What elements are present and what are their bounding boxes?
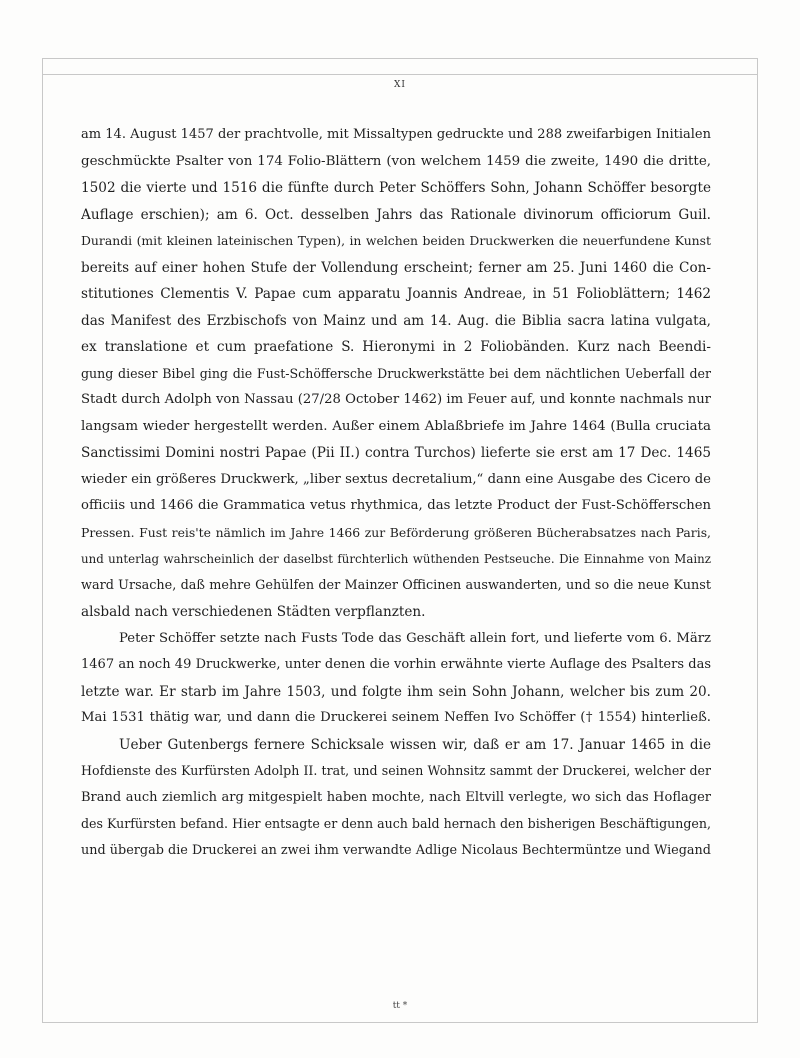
text-line: langsam wieder hergestellt werden. Außer einem Ablaßbriefe im Jahre 1464 (Bulla cruciata	[81, 418, 711, 434]
text-line: alsbald nach verschiedenen Städten verpflanzten.	[81, 604, 426, 620]
text-line: Peter Schöffer setzte nach Fusts Tode das Geschäft allein fort, und lieferte vom 6. März	[119, 630, 711, 646]
text-line: wieder ein größeres Druckwerk, „liber sextus decretalium,“ dann eine Ausgabe des Cicero de	[81, 471, 711, 487]
page-number: XI	[394, 80, 406, 90]
crop-line-bottom	[42, 1022, 758, 1023]
text-line: das Manifest des Erzbischofs von Mainz und am 14. Aug. die Biblia sacra latina vulgata,	[81, 312, 711, 329]
text-line: Ueber Gutenbergs fernere Schicksale wissen wir, daß er am 17. Januar 1465 in die	[119, 736, 711, 753]
text-line: Brand auch ziemlich arg mitgespielt haben mochte, nach Eltvill verlegte, wo sich das Hoflager	[81, 789, 711, 805]
crop-line-top-inner	[42, 74, 758, 75]
text-line: Sanctissimi Domini nostri Papae (Pii II.) contra Turchos) lieferte sie erst am 17 Dec. 1465	[81, 445, 711, 461]
text-line: 1467 an noch 49 Druckwerke, unter denen die vorhin erwähnte vierte Auflage des Psalters das	[81, 657, 711, 672]
text-line: gung dieser Bibel ging die Fust-Schöffersche Druckwerkstätte bei dem nächtlichen Ueberfall der	[81, 365, 711, 381]
crop-line-left	[42, 58, 43, 1023]
text-line: officiis und 1466 die Grammatica vetus rhythmica, das letzte Product der Fust-Schöfferschen	[81, 498, 711, 513]
text-line: letzte war. Er starb im Jahre 1503, und folgte ihm sein Sohn Johann, welcher bis zum 20.	[81, 683, 711, 700]
text-line: Mai 1531 thätig war, und dann die Druckerei seinem Neffen Ivo Schöffer († 1554) hinterließ.	[81, 710, 711, 725]
text-line: des Kurfürsten befand. Hier entsagte er denn auch bald hernach den bisherigen Beschäftigungen,	[81, 816, 711, 831]
text-line: ex translatione et cum praefatione S. Hieronymi in 2 Foliobänden. Kurz nach Beendi-	[81, 339, 711, 355]
text-line: Auflage erschien); am 6. Oct. desselben Jahrs das Rationale divinorum officiorum Guil.	[81, 206, 711, 223]
signature-mark: tt *	[392, 1001, 408, 1011]
text-line: ward Ursache, daß mehre Gehülfen der Mainzer Officinen auswanderten, und so die neue Kunst	[81, 577, 711, 593]
text-line: 1502 die vierte und 1516 die fünfte durch Peter Schöffers Sohn, Johann Schöffer besorgte	[81, 180, 711, 196]
text-line: stitutiones Clementis V. Papae cum apparatu Joannis Andreae, in 51 Folioblättern; 1462	[81, 286, 711, 302]
text-line: Durandi (mit kleinen lateinischen Typen), in welchen beiden Druckwerken die neuerfundene Kunst	[81, 233, 711, 248]
text-line: und unterlag wahrscheinlich der daselbst fürchterlich wüthenden Pestseuche. Die Einnahme von Mainz	[81, 552, 711, 566]
crop-line-right	[757, 58, 758, 1023]
text-line: Hofdienste des Kurfürsten Adolph II. trat, und seinen Wohnsitz sammt der Druckerei, welcher der	[81, 763, 711, 778]
paragraph	[81, 626, 711, 865]
body-text	[81, 122, 711, 864]
text-line: am 14. August 1457 der prachtvolle, mit Missaltypen gedruckte und 288 zweifarbigen Initialen	[81, 127, 711, 142]
paragraph	[81, 122, 711, 626]
crop-line-top	[42, 58, 758, 59]
text-line: und übergab die Druckerei an zwei ihm verwandte Adlige Nicolaus Bechtermüntze und Wiegand	[81, 842, 711, 858]
text-line: Pressen. Fust reis'te nämlich im Jahre 1466 zur Beförderung größeren Bücherabsatzes nach Paris,	[81, 524, 711, 540]
text-line: Stadt durch Adolph von Nassau (27/28 October 1462) im Feuer auf, und konnte nachmals nur	[81, 392, 711, 407]
text-line: bereits auf einer hohen Stufe der Vollendung erscheint; ferner am 25. Juni 1460 die Con-	[81, 259, 711, 276]
text-line: geschmückte Psalter von 174 Folio-Blättern (von welchem 1459 die zweite, 1490 die dritte,	[81, 153, 711, 169]
